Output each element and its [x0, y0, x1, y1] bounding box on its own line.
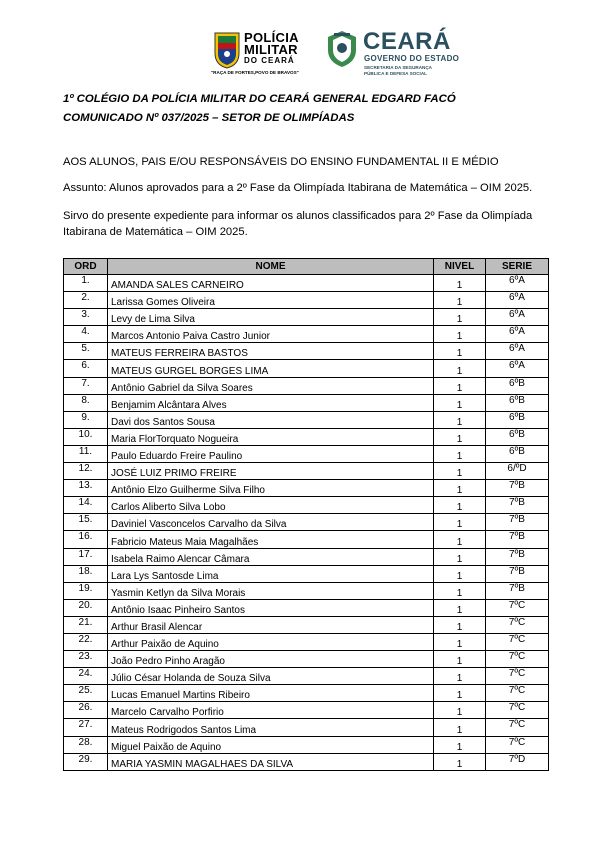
cell-serie: 7ºB	[486, 548, 549, 565]
table-row	[64, 411, 549, 428]
table-row	[64, 445, 549, 462]
ceara-secretaria-line2: PÚBLICA E DEFESA SOCIAL	[364, 70, 427, 76]
table-row	[64, 719, 549, 736]
cell-nivel: 1	[434, 309, 486, 326]
cell-nome: Davi dos Santos Sousa	[108, 411, 434, 428]
header-logos	[0, 26, 600, 82]
cell-nivel: 1	[434, 411, 486, 428]
cell-nivel: 1	[434, 343, 486, 360]
cell-serie: 7ºB	[486, 480, 549, 497]
cell-nivel: 1	[434, 326, 486, 343]
table-row	[64, 428, 549, 445]
cell-ord: 1.	[64, 275, 108, 292]
table-row	[64, 565, 549, 582]
table-row	[64, 531, 549, 548]
cell-nivel: 1	[434, 599, 486, 616]
cell-ord: 24.	[64, 668, 108, 685]
table-row	[64, 292, 549, 309]
cell-ord: 25.	[64, 685, 108, 702]
cell-nome: Benjamim Alcântara Alves	[108, 394, 434, 411]
cell-ord: 15.	[64, 514, 108, 531]
cell-serie: 7ºC	[486, 668, 549, 685]
cell-ord: 7.	[64, 377, 108, 394]
header-ord: ORD	[64, 259, 108, 275]
table-row	[64, 377, 549, 394]
table-row	[64, 668, 549, 685]
cell-ord: 5.	[64, 343, 108, 360]
cell-serie: 6ºA	[486, 292, 549, 309]
pm-line2: MILITAR	[244, 42, 298, 57]
cell-nome: Antônio Elzo Guilherme Silva Filho	[108, 480, 434, 497]
cell-serie: 7ºC	[486, 633, 549, 650]
table-row	[64, 702, 549, 719]
cell-ord: 6.	[64, 360, 108, 377]
ceara-emblem-icon	[326, 30, 358, 68]
cell-serie: 7ºB	[486, 582, 549, 599]
cell-ord: 18.	[64, 565, 108, 582]
cell-nivel: 1	[434, 719, 486, 736]
cell-nome: Júlio César Holanda de Souza Silva	[108, 668, 434, 685]
cell-nivel: 1	[434, 497, 486, 514]
table-row	[64, 685, 549, 702]
cell-serie: 7ºC	[486, 702, 549, 719]
cell-ord: 12.	[64, 463, 108, 480]
table-header-row	[64, 259, 549, 275]
cell-nivel: 1	[434, 514, 486, 531]
cell-ord: 29.	[64, 753, 108, 770]
cell-serie: 7ºC	[486, 736, 549, 753]
cell-nivel: 1	[434, 702, 486, 719]
cell-nivel: 1	[434, 685, 486, 702]
cell-ord: 13.	[64, 480, 108, 497]
cell-nivel: 1	[434, 616, 486, 633]
cell-nivel: 1	[434, 651, 486, 668]
cell-ord: 21.	[64, 616, 108, 633]
cell-ord: 4.	[64, 326, 108, 343]
cell-ord: 22.	[64, 633, 108, 650]
header-nivel: NIVEL	[434, 259, 486, 275]
cell-nivel: 1	[434, 633, 486, 650]
table-row	[64, 753, 549, 770]
cell-nome: Fabricio Mateus Maia Magalhães	[108, 531, 434, 548]
cell-nome: Levy de Lima Silva	[108, 309, 434, 326]
cell-nivel: 1	[434, 582, 486, 599]
ceara-wordmark: CEARÁ	[363, 28, 451, 55]
subject-line: Assunto: Alunos aprovados para a 2º Fase da Olimpíada Itabirana de Matemática – OIM 2025.	[63, 182, 533, 194]
cell-nivel: 1	[434, 668, 486, 685]
intro-line-2: Itabirana de Matemática – OIM 2025.	[63, 226, 248, 238]
cell-ord: 2.	[64, 292, 108, 309]
cell-nome: Arthur Brasil Alencar	[108, 616, 434, 633]
cell-nome: Isabela Raimo Alencar Câmara	[108, 548, 434, 565]
header-nome: NOME	[108, 259, 434, 275]
cell-ord: 23.	[64, 651, 108, 668]
cell-ord: 10.	[64, 428, 108, 445]
cell-ord: 26.	[64, 702, 108, 719]
cell-nivel: 1	[434, 428, 486, 445]
cell-ord: 19.	[64, 582, 108, 599]
cell-nome: Antônio Gabriel da Silva Soares	[108, 377, 434, 394]
cell-nivel: 1	[434, 753, 486, 770]
cell-nivel: 1	[434, 548, 486, 565]
cell-nivel: 1	[434, 360, 486, 377]
policia-militar-logo	[213, 28, 313, 78]
cell-nome: AMANDA SALES CARNEIRO	[108, 275, 434, 292]
cell-nome: Marcos Antonio Paiva Castro Junior	[108, 326, 434, 343]
cell-serie: 6ºA	[486, 326, 549, 343]
header-serie: SERIE	[486, 259, 549, 275]
cell-nome: Miguel Paixão de Aquino	[108, 736, 434, 753]
cell-nome: Lara Lys Santosde Lima	[108, 565, 434, 582]
cell-nome: Antônio Isaac Pinheiro Santos	[108, 599, 434, 616]
audience-line: AOS ALUNOS, PAIS E/OU RESPONSÁVEIS DO ENSINO FUNDAMENTAL II E MÉDIO	[63, 156, 499, 168]
cell-nivel: 1	[434, 463, 486, 480]
cell-nome: Maria FlorTorquato Nogueira	[108, 428, 434, 445]
cell-serie: 6ºB	[486, 394, 549, 411]
cell-serie: 6ºA	[486, 343, 549, 360]
table-row	[64, 275, 549, 292]
table-row	[64, 616, 549, 633]
table-row	[64, 480, 549, 497]
cell-nome: João Pedro Pinho Aragão	[108, 651, 434, 668]
intro-line-1: Sirvo do presente expediente para informar os alunos classificados para 2º Fase da Olimpíada	[63, 210, 533, 222]
approved-students-table	[63, 258, 549, 771]
table-row	[64, 309, 549, 326]
cell-serie: 7ºC	[486, 599, 549, 616]
cell-serie: 7ºD	[486, 753, 549, 770]
cell-serie: 7ºC	[486, 616, 549, 633]
table-row	[64, 360, 549, 377]
cell-nivel: 1	[434, 480, 486, 497]
cell-nome: Daviniel Vasconcelos Carvalho da Silva	[108, 514, 434, 531]
table-row	[64, 463, 549, 480]
pm-wordmark	[244, 32, 299, 65]
cell-serie: 6ºB	[486, 445, 549, 462]
ceara-subtitle: GOVERNO DO ESTADO	[364, 54, 460, 63]
table-body	[64, 275, 549, 771]
cell-serie: 7ºB	[486, 531, 549, 548]
pm-shield-icon	[213, 31, 241, 69]
cell-nome: MATEUS GURGEL BORGES LIMA	[108, 360, 434, 377]
cell-nivel: 1	[434, 275, 486, 292]
cell-nome: Marcelo Carvalho Porfirio	[108, 702, 434, 719]
table-row	[64, 548, 549, 565]
pm-motto: "RAÇA DE FORTES,POVO DE BRAVOS"	[211, 70, 299, 75]
cell-ord: 20.	[64, 599, 108, 616]
cell-serie: 6ºA	[486, 309, 549, 326]
cell-nivel: 1	[434, 531, 486, 548]
cell-nome: Arthur Paixão de Aquino	[108, 633, 434, 650]
cell-ord: 9.	[64, 411, 108, 428]
cell-ord: 17.	[64, 548, 108, 565]
table-row	[64, 633, 549, 650]
cell-serie: 6ºA	[486, 275, 549, 292]
cell-nivel: 1	[434, 736, 486, 753]
table-row	[64, 514, 549, 531]
table-row	[64, 343, 549, 360]
communique-title: COMUNICADO Nº 037/2025 – SETOR DE OLIMPÍADAS	[63, 112, 355, 124]
cell-serie: 7ºC	[486, 719, 549, 736]
cell-serie: 6ºA	[486, 360, 549, 377]
table-row	[64, 736, 549, 753]
table-row	[64, 326, 549, 343]
cell-ord: 28.	[64, 736, 108, 753]
cell-nome: JOSÉ LUIZ PRIMO FREIRE	[108, 463, 434, 480]
cell-ord: 8.	[64, 394, 108, 411]
cell-nome: Mateus Rodrigodos Santos Lima	[108, 719, 434, 736]
ceara-secretaria	[364, 65, 432, 76]
cell-nome: Yasmin Ketlyn da Silva Morais	[108, 582, 434, 599]
cell-nome: Carlos Aliberto Silva Lobo	[108, 497, 434, 514]
cell-serie: 7ºB	[486, 497, 549, 514]
cell-nivel: 1	[434, 445, 486, 462]
cell-nome: MATEUS FERREIRA BASTOS	[108, 343, 434, 360]
table-row	[64, 497, 549, 514]
cell-nivel: 1	[434, 394, 486, 411]
cell-ord: 16.	[64, 531, 108, 548]
ceara-government-logo	[326, 26, 466, 80]
cell-serie: 7ºC	[486, 651, 549, 668]
cell-nivel: 1	[434, 377, 486, 394]
cell-nome: MARIA YASMIN MAGALHAES DA SILVA	[108, 753, 434, 770]
ceara-secretaria-line1: SECRETARIA DA SEGURANÇA	[364, 65, 432, 70]
cell-serie: 6ºB	[486, 411, 549, 428]
table-row	[64, 651, 549, 668]
cell-serie: 6ºB	[486, 428, 549, 445]
cell-serie: 7ºB	[486, 565, 549, 582]
cell-serie: 6ºB	[486, 377, 549, 394]
table-row	[64, 582, 549, 599]
cell-serie: 6/ºD	[486, 463, 549, 480]
cell-nivel: 1	[434, 565, 486, 582]
pm-line1: POLÍCIA	[244, 30, 299, 45]
cell-serie: 7ºB	[486, 514, 549, 531]
cell-ord: 27.	[64, 719, 108, 736]
cell-ord: 11.	[64, 445, 108, 462]
cell-ord: 3.	[64, 309, 108, 326]
cell-nome: Larissa Gomes Oliveira	[108, 292, 434, 309]
cell-nome: Paulo Eduardo Freire Paulino	[108, 445, 434, 462]
table-row	[64, 599, 549, 616]
school-title: 1º COLÉGIO DA POLÍCIA MILITAR DO CEARÁ GENERAL EDGARD FACÓ	[63, 93, 456, 105]
cell-nivel: 1	[434, 292, 486, 309]
cell-nome: Lucas Emanuel Martins Ribeiro	[108, 685, 434, 702]
table-row	[64, 394, 549, 411]
cell-ord: 14.	[64, 497, 108, 514]
pm-line3: DO CEARÁ	[244, 56, 295, 65]
cell-serie: 7ºC	[486, 685, 549, 702]
